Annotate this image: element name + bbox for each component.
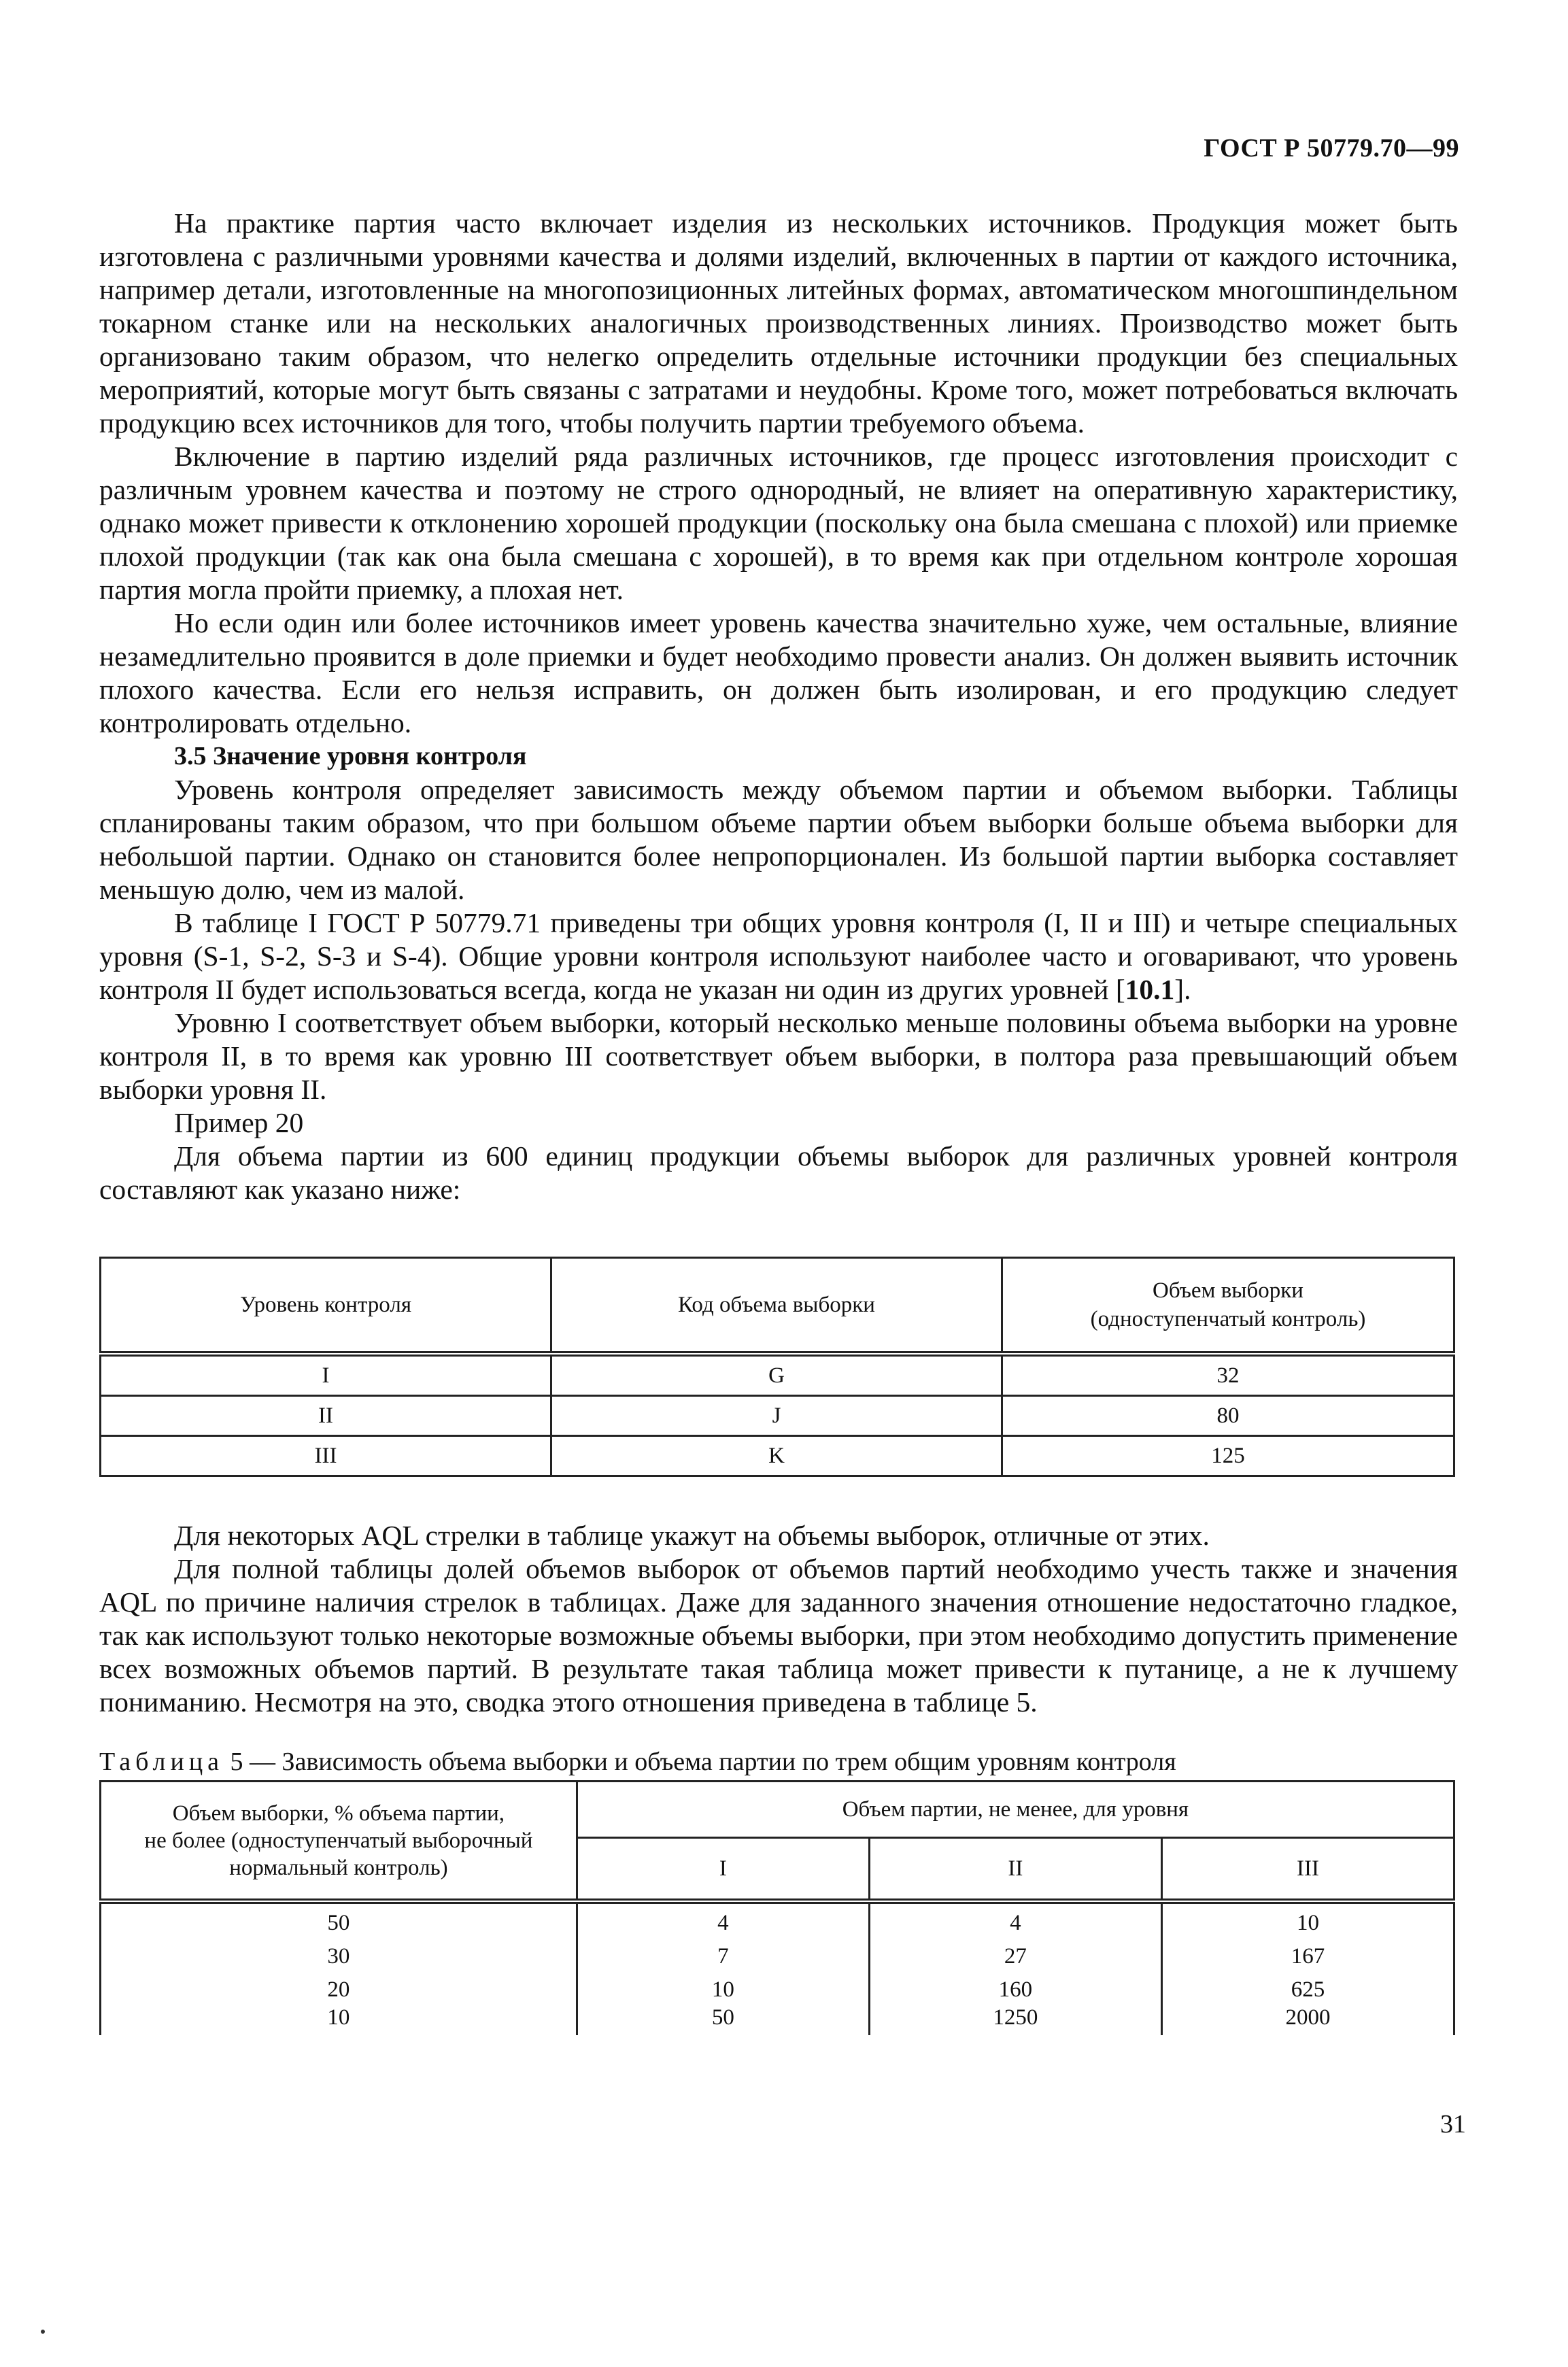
paragraph-sources: На практике партия часто включает изделия из нескольких источников. Продукция может быть изготовлена с различными уровнями качества и долями изделий, включенных в партии от каждого источника, например детали, изготовленные на многопозиционных литейных формах, автоматическом многошпиндельном токарном станке или на нескольких аналогичных производственных линиях. Производство может быть организовано таким образом, что нелегко определить отдельные источники продукции без специальных мероприятий, которые могут быть связаны с затратами и неудобны. Кроме того, может потребоваться включать продукцию всех источников для того, чтобы получить партии требуемого объема. <box>99 207 1458 439</box>
paragraph-mixing: Включение в партию изделий ряда различных источников, где процесс изготовления происходит с различным уровнем качества и поэтому не строго однородный, не влияет на оперативную характеристику, однако может привести к отклонению хорошей продукции (поскольку она была смешана с плохой) или приемке плохой продукции (так как она была смешана с хорошей), в то время как при отдельном контроле хорошая партия могла пройти приемку, а плохая нет. <box>99 441 1458 605</box>
cell-level-3: 625 <box>1161 1971 1454 2004</box>
paragraph-inspection-level: Уровень контроля определяет зависимость между объемом партии и объемом выборки. Таблицы спланированы таким образом, что при большом объеме партии объем выборки больше объема выборки для небольшой партии. Однако он становится более непропорционален. Из большой партии выборка составляет меньшую долю, чем из малой. <box>99 774 1458 905</box>
cell-level-1: 7 <box>577 1937 869 1971</box>
cell-level-3: 167 <box>1161 1937 1454 1971</box>
standard-code-header: ГОСТ Р 50779.70—99 <box>1204 134 1459 163</box>
cell-size: 80 <box>1002 1396 1454 1436</box>
table5-caption <box>99 1746 1458 1777</box>
header-level-2: II <box>869 1838 1161 1902</box>
cell-level-1: 10 <box>577 1971 869 2004</box>
cell-level: III <box>101 1436 551 1476</box>
table-row <box>101 1901 1454 1937</box>
table-row <box>101 1937 1454 1971</box>
table-row <box>101 2004 1454 2035</box>
example-intro: Для объема партии из 600 единиц продукции объемы выборок для различных уровней контроля составляют как указано ниже: <box>99 1140 1458 1205</box>
table-row <box>101 1971 1454 2004</box>
table-row <box>101 1396 1454 1436</box>
paragraph-aql-arrows: Для некоторых AQL стрелки в таблице укажут на объемы выборок, отличные от этих. <box>174 1520 1210 1551</box>
header-level-1: I <box>577 1838 869 1902</box>
header-sample-size <box>1002 1258 1454 1355</box>
cell-level: II <box>101 1396 551 1436</box>
header-lot-size-group: Объем партии, не менее, для уровня <box>577 1782 1454 1838</box>
example-title: Пример 20 <box>174 1107 304 1138</box>
header-percent <box>101 1782 577 1902</box>
paragraph-bad-source: Но если один или более источников имеет уровень качества значительно хуже, чем остальные, влияние незамедлительно проявится в доле приемки и будет необходимо провести анализ. Он должен выявить источник плохого качества. Если его нельзя исправить, он должен быть изолирован, и его продукцию следует контролировать отдельно. <box>99 607 1458 738</box>
reference-close: ]. <box>1174 974 1191 1005</box>
paragraph-full-table: Для полной таблицы долей объемов выборок от объемов партий необходимо учесть также и значения AQL по причине наличия стрелок в таблицах. Даже для заданного значения отношение недостаточно гладкое, так как используют только некоторые возможные объемы выборки, при этом необходимо допустить применение всех возможных объемов партий. В результате такая таблица может привести к путанице, а не к лучшему пониманию. Несмотря на это, сводка этого отношения приведена в таблице 5. <box>99 1553 1458 1718</box>
page-content <box>99 207 1458 2035</box>
header-level: Уровень контроля <box>101 1258 551 1355</box>
paragraph-level-ratio: Уровню I соответствует объем выборки, который несколько меньше половины объема выборки на уровне контроля II, в то время как уровню III соответствует объем выборки, в полтора раза превышающий объем выборки уровня II. <box>99 1007 1458 1105</box>
general-levels-text: В таблице I ГОСТ Р 50779.71 приведены три общих уровня контроля (I, II и III) и четыре специальных уровня (S-1, S-2, S-3 и S-4). Общие уровни контроля используют наиболее часто и оговаривают, что уровень контроля II будет использоваться всегда, когда не указан ни один из других уровней [ <box>99 907 1458 1005</box>
header-code: Код объема выборки <box>551 1258 1002 1355</box>
table5 <box>99 1780 1455 2035</box>
header-level-3: III <box>1161 1838 1454 1902</box>
cell-percent: 20 <box>101 1971 577 2004</box>
cell-level-2: 160 <box>869 1971 1161 2004</box>
cell-level-1: 50 <box>577 2004 869 2035</box>
table-row <box>101 1436 1454 1476</box>
page-number: 31 <box>1440 2110 1466 2139</box>
reference-link: 10.1 <box>1125 974 1175 1005</box>
section-heading: 3.5 Значение уровня контроля <box>174 742 527 770</box>
cell-code: G <box>551 1354 1002 1396</box>
table5-caption-label: Таблица <box>99 1748 224 1776</box>
table-row <box>101 1354 1454 1396</box>
cell-level-2: 27 <box>869 1937 1161 1971</box>
cell-percent: 50 <box>101 1901 577 1937</box>
cell-level-2: 4 <box>869 1901 1161 1937</box>
cell-level-2: 1250 <box>869 2004 1161 2035</box>
cell-level-1: 4 <box>577 1901 869 1937</box>
cell-level-3: 10 <box>1161 1901 1454 1937</box>
header-sample-size-line1: Объем выборки <box>1153 1278 1303 1303</box>
header-percent-line1: Объем выборки, % объема партии, <box>172 1801 505 1826</box>
paragraph-general-levels <box>99 906 1458 1006</box>
cell-size: 32 <box>1002 1354 1454 1396</box>
header-sample-size-line2: (одноступенчатый контроль) <box>1090 1307 1366 1331</box>
header-percent-line3: нормальный контроль) <box>229 1855 448 1880</box>
cell-level-3: 2000 <box>1161 2004 1454 2035</box>
table5-caption-text: 5 — Зависимость объема выборки и объема партии по трем общим уровням контроля <box>230 1748 1176 1776</box>
header-percent-line2: не более (одноступенчатый выборочный <box>144 1828 533 1853</box>
cell-code: J <box>551 1396 1002 1436</box>
cell-level: I <box>101 1354 551 1396</box>
cell-percent: 10 <box>101 2004 577 2035</box>
cell-code: K <box>551 1436 1002 1476</box>
cell-percent: 30 <box>101 1937 577 1971</box>
example-table <box>99 1257 1455 1477</box>
cell-size: 125 <box>1002 1436 1454 1476</box>
scan-speck <box>41 2330 45 2334</box>
